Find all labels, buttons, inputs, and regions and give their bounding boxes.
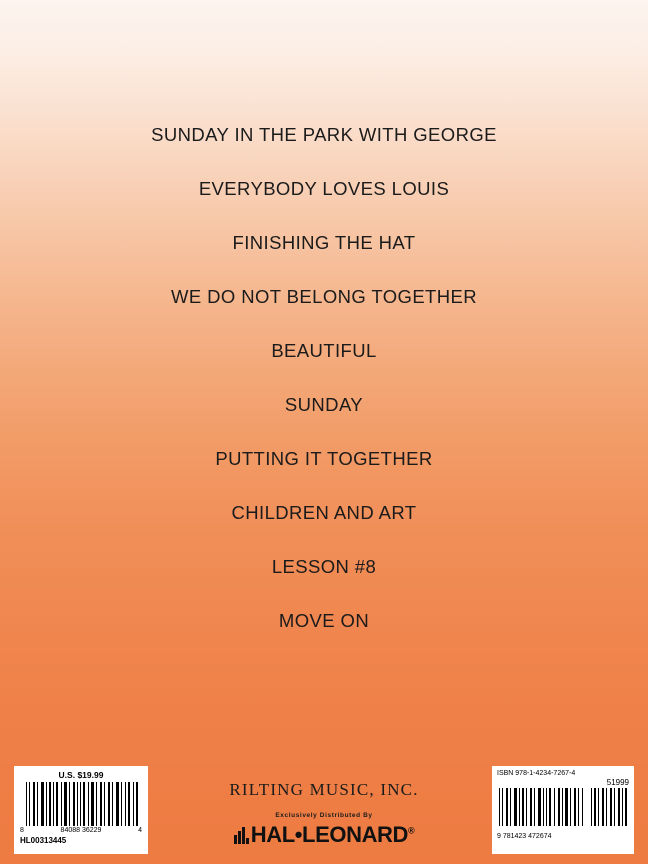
ean13-digits xyxy=(497,833,585,840)
publisher-name: RILTING MUSIC, INC. xyxy=(229,780,419,799)
song-list xyxy=(0,126,648,666)
isbn-barcode-block xyxy=(492,766,634,854)
list-item: SUNDAY xyxy=(284,394,364,415)
hal-leonard-bars-icon xyxy=(234,827,249,844)
ean13-digit-string: 9 781423 472674 xyxy=(497,833,552,840)
list-item: PUTTING IT TOGETHER xyxy=(215,448,433,469)
list-item: SUNDAY IN THE PARK WITH GEORGE xyxy=(151,124,497,145)
hal-leonard-product-number: HL00313445 xyxy=(20,836,67,845)
price-label: U.S. $19.99 xyxy=(58,770,104,780)
upc-barcode-image xyxy=(20,782,142,826)
upc-barcode-block xyxy=(14,766,148,854)
registered-mark: ® xyxy=(408,825,415,836)
hal-leonard-logo xyxy=(234,822,415,848)
list-item: EVERYBODY LOVES LOUIS xyxy=(198,178,450,199)
hal-leonard-wordmark: HAL•LEONARD xyxy=(250,822,409,847)
list-item: MOVE ON xyxy=(278,610,370,631)
upc-digit-group: 84088 36229 xyxy=(60,827,102,834)
distributed-by-label: Exclusively Distributed By xyxy=(275,812,373,819)
ean13-barcode-image xyxy=(497,788,585,832)
list-item: LESSON #8 xyxy=(271,556,377,577)
list-item: FINISHING THE HAT xyxy=(232,232,416,253)
list-item: WE DO NOT BELONG TOGETHER xyxy=(170,286,478,307)
ean5-barcode-image xyxy=(589,788,629,832)
list-item: CHILDREN AND ART xyxy=(231,502,417,523)
list-item: BEAUTIFUL xyxy=(271,340,377,361)
upc-digit-last: 4 xyxy=(138,827,142,834)
upc-digit-first: 8 xyxy=(20,827,24,834)
isbn-label: ISBN 978-1-4234-7267-4 xyxy=(497,770,576,777)
upc-digits xyxy=(20,827,142,834)
ean5-label: 51999 xyxy=(606,778,629,787)
